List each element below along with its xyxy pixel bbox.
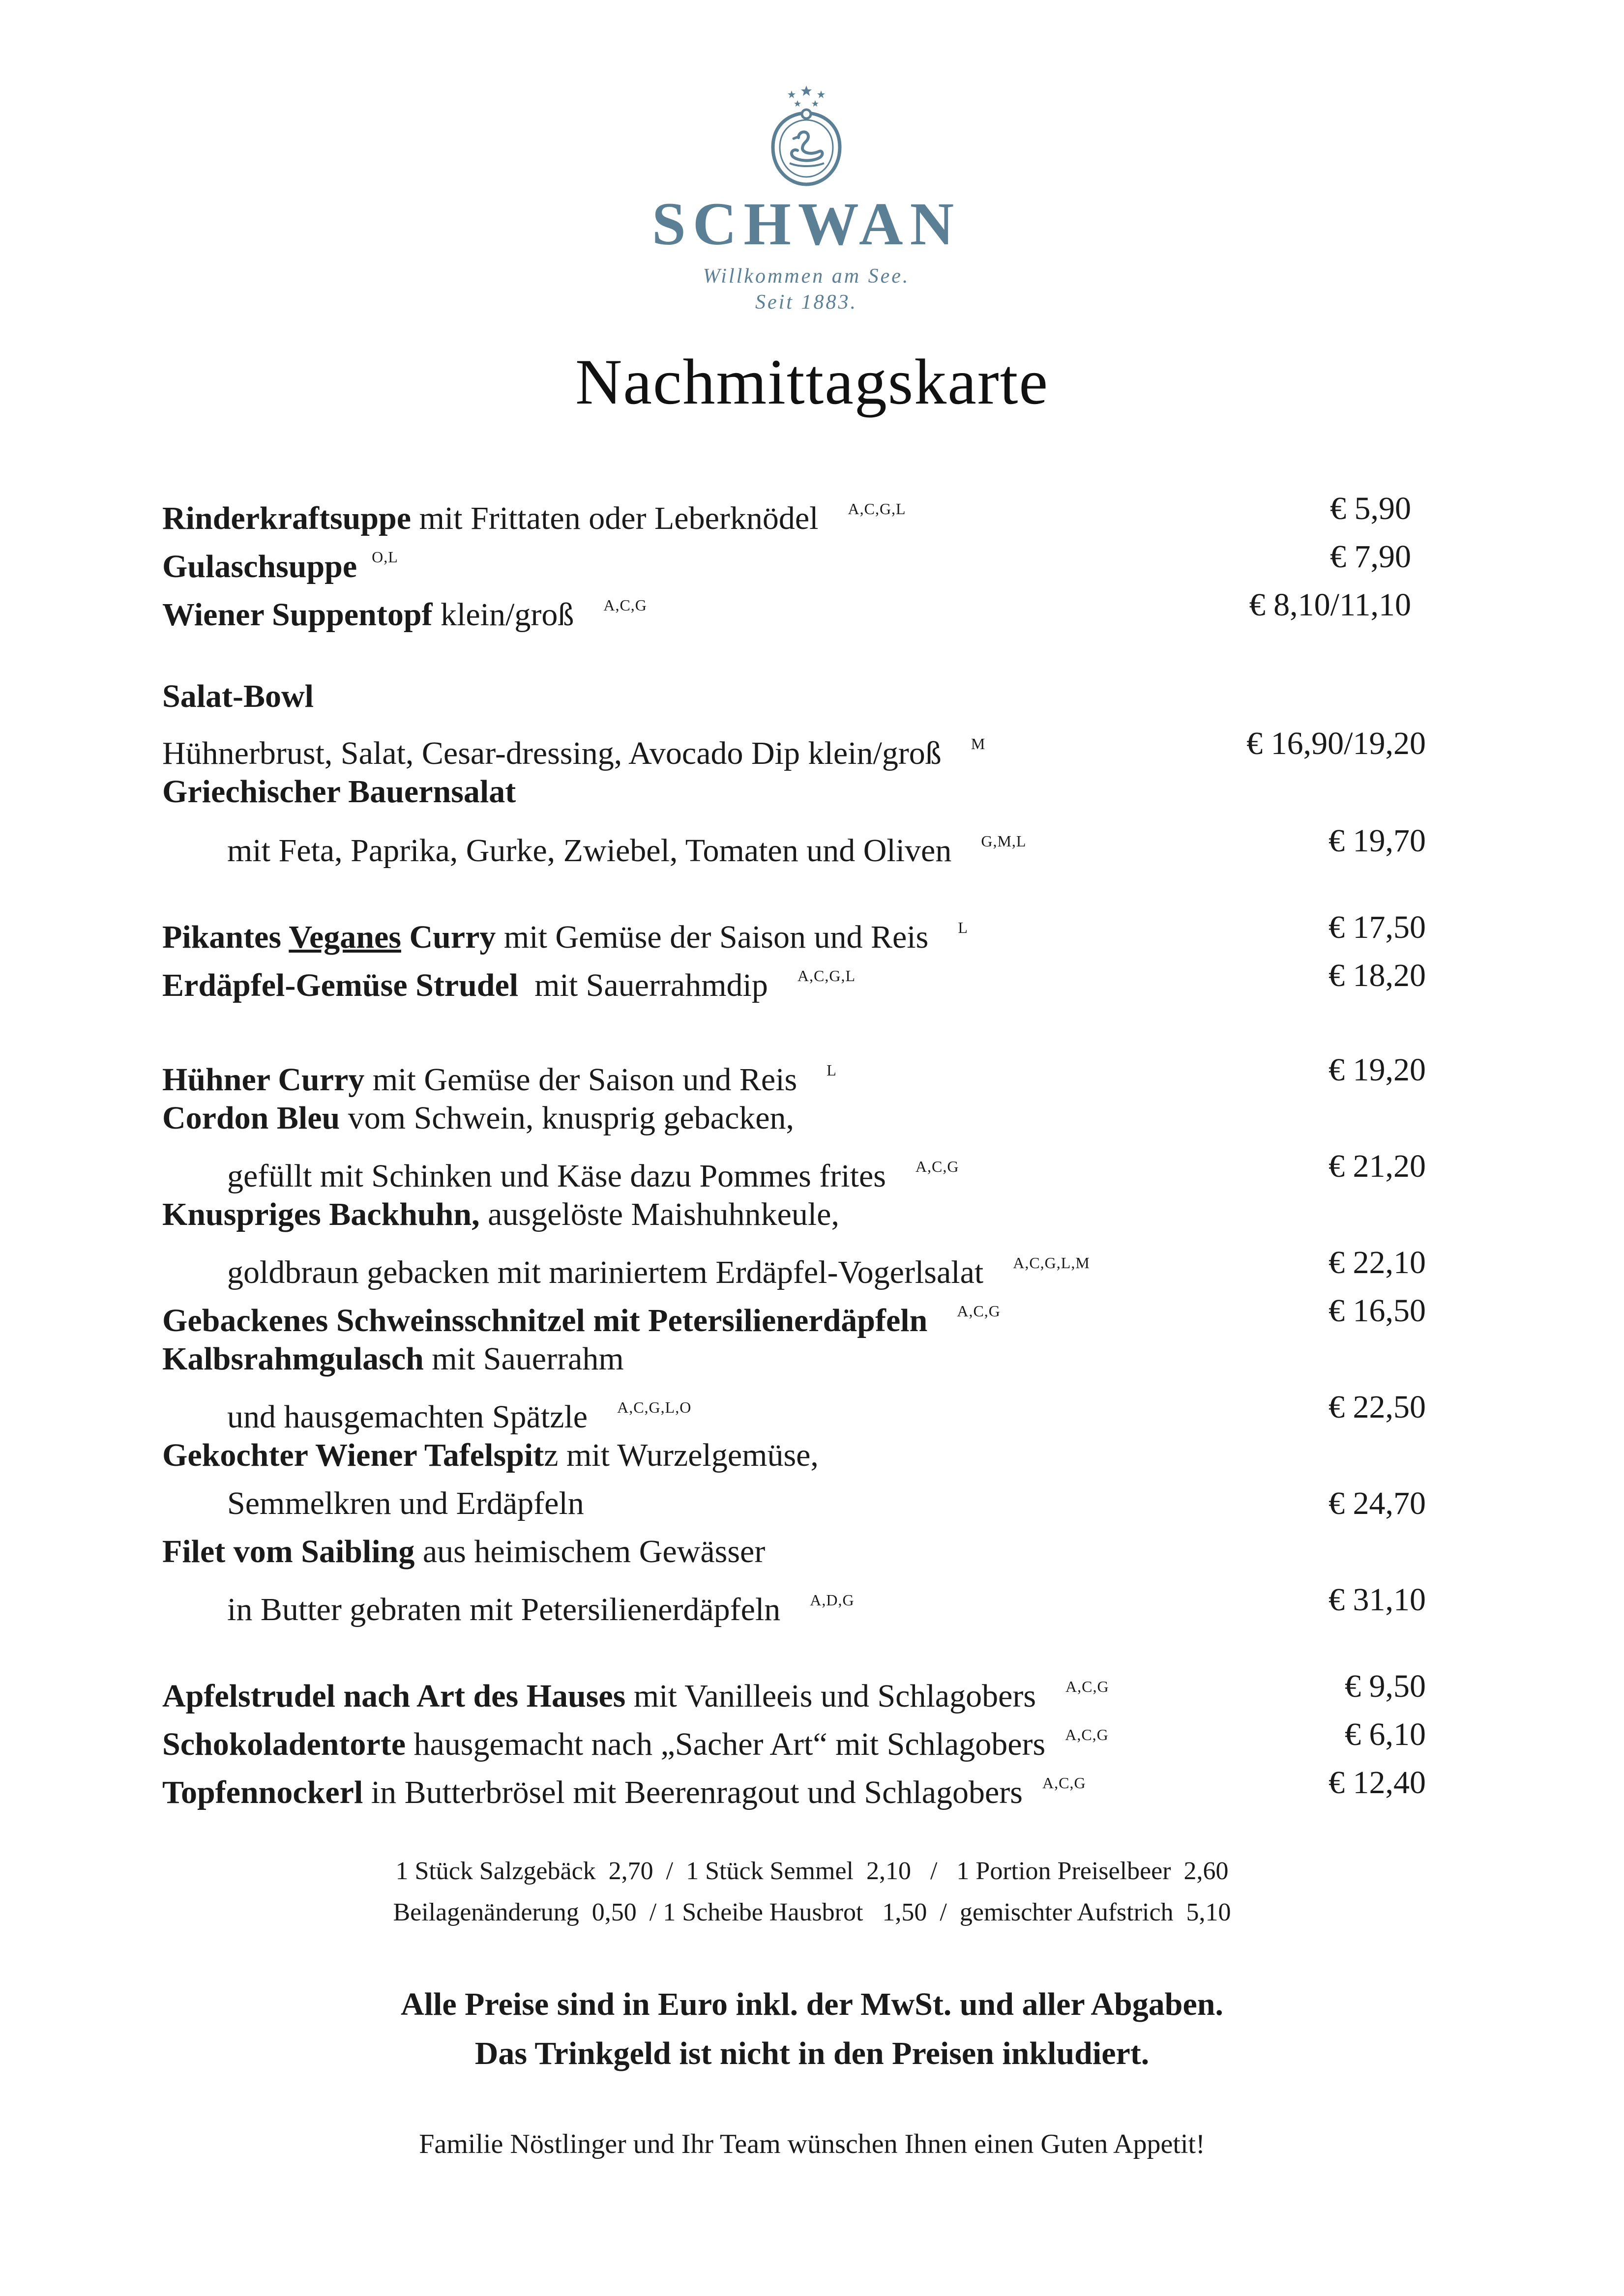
- dish-description: klein/groß: [432, 597, 574, 633]
- dish-price: € 16,90/19,20: [1246, 726, 1426, 761]
- dish-name: Knuspriges Backhuhn,: [162, 1196, 480, 1232]
- dish-price: € 7,90: [1330, 539, 1411, 575]
- allergen-codes: A,C,G: [915, 1158, 959, 1175]
- dish-description: Hühnerbrust, Salat, Cesar-dressing, Avocado Dip klein/groß: [162, 735, 942, 771]
- dish-description: und hausgemachten Spätzle: [227, 1399, 588, 1435]
- dish-description: goldbraun gebacken mit mariniertem Erdäpfel-Vogerlsalat: [227, 1254, 984, 1290]
- tagline-line-1: Willkommen am See.: [703, 265, 910, 288]
- vegan-highlight: Veganes: [289, 919, 401, 955]
- dish-description: mit Frittaten oder Leberknödel: [411, 500, 819, 536]
- allergen-codes: A,C,G,L: [797, 967, 856, 985]
- allergen-codes: O,L: [372, 548, 398, 566]
- dish-description: aus heimischem Gewässer: [414, 1534, 766, 1569]
- dish-description: z mit Wurzelgemüse,: [544, 1437, 819, 1473]
- menu-item: [162, 1713, 1426, 1762]
- dish-name: Salat-Bowl: [162, 678, 314, 714]
- dish-price: € 16,50: [1329, 1293, 1426, 1329]
- dish-name: Pikantes Veganes Curry: [162, 919, 496, 955]
- dish-price: € 5,90: [1330, 491, 1411, 526]
- allergen-codes: A,C,G: [1065, 1678, 1109, 1695]
- closing-greeting: Familie Nöstlinger und Ihr Team wünschen Ihnen einen Guten Appetit!: [419, 2129, 1205, 2159]
- menu-item: [162, 1289, 1426, 1338]
- dish-price: € 12,40: [1329, 1765, 1426, 1801]
- dish-price: € 22,50: [1329, 1389, 1426, 1425]
- menu-item: [162, 1337, 1426, 1381]
- dish-name: Cordon Bleu: [162, 1100, 340, 1136]
- dish-price: € 18,20: [1329, 958, 1426, 993]
- dish-name: Topfennockerl: [162, 1774, 363, 1810]
- brand-name: SCHWAN: [651, 190, 961, 258]
- dish-description: mit Sauerrahm: [423, 1341, 624, 1377]
- menu-item-detail: [227, 819, 1426, 869]
- tagline: [639, 263, 974, 315]
- dish-price: € 31,10: [1329, 1582, 1426, 1618]
- menu-item-detail: [227, 1241, 1426, 1290]
- dish-description: ausgelöste Maishuhnkeule,: [479, 1196, 839, 1232]
- menu-item: [162, 1096, 1426, 1140]
- dish-price: € 21,20: [1329, 1148, 1426, 1184]
- dish-price: € 6,10: [1345, 1716, 1426, 1752]
- menu-item-detail: [162, 722, 1426, 771]
- dish-description: hausgemacht nach „Sacher Art“ mit Schlagobers: [406, 1726, 1046, 1762]
- page-title: Nachmittagskarte: [575, 346, 1049, 418]
- price-notice-line-1: Alle Preise sind in Euro inkl. der MwSt. und aller Abgaben.: [401, 1986, 1223, 2022]
- menu-item: [162, 954, 1426, 1003]
- dish-name: Hühner Curry: [162, 1062, 365, 1098]
- menu-item: [162, 1664, 1426, 1714]
- dish-price: € 22,10: [1329, 1245, 1426, 1280]
- allergen-codes: A,C,G,L: [848, 500, 906, 518]
- dish-price: € 19,70: [1329, 823, 1426, 859]
- menu-item: [162, 487, 1426, 536]
- allergen-codes: M: [971, 735, 986, 753]
- extras-line-2: Beilagenänderung 0,50 / 1 Scheibe Hausbrot 1,50 / gemischter Aufstrich 5,10: [393, 1898, 1231, 1926]
- dish-description: in Butter gebraten mit Petersilienerdäpfeln: [227, 1592, 781, 1628]
- dish-name: Rinderkraftsuppe: [162, 500, 412, 536]
- dish-description: mit Feta, Paprika, Gurke, Zwiebel, Tomaten und Oliven: [227, 833, 952, 869]
- allergen-codes: A,D,G: [810, 1591, 855, 1609]
- menu-item: [162, 674, 1426, 719]
- dish-name: Apfelstrudel nach Art des Hauses: [162, 1678, 626, 1714]
- dish-price: € 24,70: [1329, 1485, 1426, 1521]
- dish-description: mit Gemüse der Saison und Reis: [496, 919, 929, 955]
- dish-price: € 8,10/11,10: [1249, 587, 1411, 623]
- dish-name: Schokoladentorte: [162, 1726, 406, 1762]
- menu-item: [162, 1530, 1426, 1574]
- menu-item: [162, 770, 1426, 814]
- menu-item: [162, 1192, 1426, 1237]
- dish-name: Filet vom Saibling: [162, 1534, 415, 1569]
- allergen-codes: A,C,G,L,O: [617, 1398, 692, 1416]
- dish-name: Griechischer Bauernsalat: [162, 774, 516, 810]
- dish-description: mit Sauerrahmdip: [518, 967, 768, 1003]
- extras-line-1: 1 Stück Salzgebäck 2,70 / 1 Stück Semmel 2,10 / 1 Portion Preiselbeer 2,60: [395, 1857, 1229, 1885]
- allergen-codes: A,C,G: [1042, 1774, 1086, 1792]
- dish-name: Kalbsrahmgulasch: [162, 1341, 424, 1377]
- price-notice-line-2: Das Trinkgeld ist nicht in den Preisen inkludiert.: [474, 2035, 1150, 2071]
- dish-price: € 19,20: [1329, 1052, 1426, 1088]
- allergen-codes: G,M,L: [981, 832, 1027, 850]
- dish-name: Gulaschsuppe: [162, 549, 357, 584]
- dish-name: Erdäpfel-Gemüse Strudel: [162, 967, 519, 1003]
- dish-description: Semmelkren und Erdäpfeln: [227, 1485, 584, 1521]
- allergen-codes: A,C,G: [957, 1302, 1001, 1320]
- menu-item: [162, 1048, 1426, 1098]
- allergen-codes: A,C,G: [603, 596, 647, 614]
- dish-description: in Butterbrösel mit Beerenragout und Schlagobers: [363, 1774, 1023, 1810]
- dish-description: vom Schwein, knusprig gebacken,: [340, 1100, 795, 1136]
- menu-item: [162, 1433, 1426, 1478]
- tagline-line-2: Seit 1883.: [755, 291, 857, 314]
- header-logo: [639, 84, 974, 315]
- swan-crest-icon: [757, 84, 856, 192]
- allergen-codes: A,C,G,L,M: [1013, 1254, 1090, 1272]
- menu-item: [162, 535, 1426, 584]
- menu-item-detail: [227, 1578, 1426, 1628]
- dish-name: Gekochter Wiener Tafelspit: [162, 1437, 544, 1473]
- allergen-codes: L: [958, 919, 968, 936]
- menu-item-detail: [227, 1482, 1426, 1526]
- dish-description: gefüllt mit Schinken und Käse dazu Pommes frites: [227, 1158, 886, 1194]
- dish-price: € 9,50: [1345, 1668, 1426, 1704]
- menu-item: [162, 905, 1426, 955]
- menu-item: [162, 583, 1426, 633]
- menu-item-detail: [227, 1144, 1426, 1194]
- dish-name: Gebackenes Schweinsschnitzel mit Petersilienerdäpfeln: [162, 1303, 928, 1338]
- menu-item: [162, 1761, 1426, 1810]
- dish-description: mit Gemüse der Saison und Reis: [364, 1062, 797, 1098]
- allergen-codes: A,C,G: [1065, 1726, 1109, 1744]
- dish-name: Wiener Suppentopf: [162, 597, 433, 633]
- dish-price: € 17,50: [1329, 909, 1426, 945]
- allergen-codes: L: [827, 1061, 837, 1079]
- menu-item-detail: [227, 1385, 1426, 1435]
- dish-description: mit Vanilleeis und Schlagobers: [625, 1678, 1036, 1714]
